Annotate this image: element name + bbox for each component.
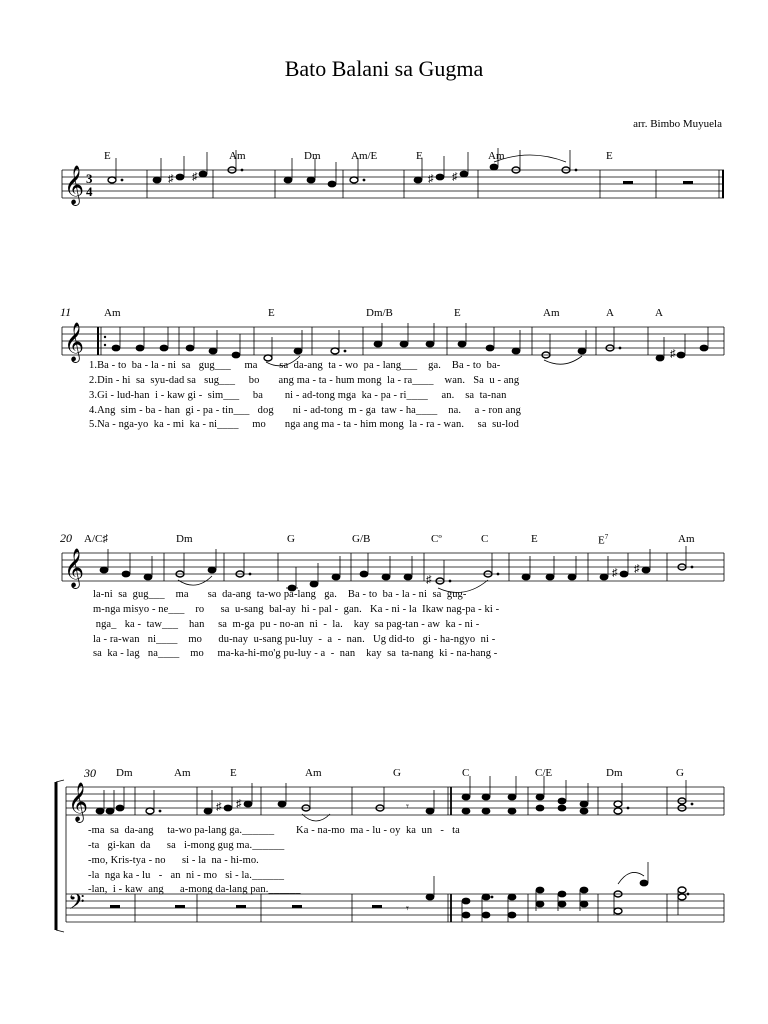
treble-clef-icon: 𝄞 [68, 782, 89, 822]
lyric-verse-4: -la nga ka - lu - an ni - mo si - la.______ [88, 870, 285, 881]
chord-label: E [268, 307, 275, 319]
svg-text:𝄾: 𝄾 [406, 903, 409, 915]
chord-label: E [416, 150, 423, 162]
svg-text:♯: ♯ [216, 801, 222, 813]
svg-text:♯: ♯ [612, 567, 618, 579]
chord-label: Dm [304, 150, 321, 162]
lyric-verse-3: nga_ ka - taw___ han sa m-ga pu - no-an ni - la. kay sa pag-tan - aw ka - ni - [93, 619, 480, 630]
arranger-credit: arr. Bimbo Muyuela [633, 118, 722, 130]
score-title: Bato Balani sa Gugma [284, 56, 484, 81]
chord-label: G [287, 533, 295, 545]
chord-label: Dm/B [366, 307, 393, 319]
chord-label: G/B [352, 533, 371, 545]
lyric-verse-4: la - ra-wan ni____ mo du-nay u-sang pu-luy - a - nan. Ug did-to gi - ha-ngyo ni - [93, 634, 496, 645]
chord-label: E [531, 533, 538, 545]
treble-clef-icon: 𝄞 [64, 548, 85, 588]
svg-text:♯: ♯ [426, 574, 432, 586]
chord-label: E [606, 150, 613, 162]
chord-label: Am [305, 767, 322, 779]
svg-text:♯: ♯ [236, 798, 242, 810]
chord-label: G [676, 767, 684, 779]
chord-label: E [104, 150, 111, 162]
time-signature-top: 3 [86, 171, 93, 186]
svg-text:♯: ♯ [428, 173, 434, 185]
chord-label: A/C♯ [84, 533, 108, 545]
svg-text:♯: ♯ [192, 171, 198, 183]
lyric-verse-2: -ta gi-kan da sa i-mong gug ma.______ [88, 840, 285, 851]
chord-label: A [655, 307, 663, 319]
chord-label: Am [543, 307, 560, 319]
chord-label: C [462, 767, 470, 779]
time-signature-bottom: 4 [86, 184, 93, 199]
lyric-verse-5: sa ka - lag na____ mo ma-ka-hi-mo'g pu-luy - a - nan kay sa ta-nang ki - na-hang - [93, 648, 498, 659]
lyric-verse-1: 1.Ba - to ba - la - ni sa gug___ ma sa da-ang ta - wo pa - lang___ ga. Ba - to ba- [89, 360, 501, 371]
measure-number: 30 [84, 766, 96, 780]
chord-label: G [393, 767, 401, 779]
chord-label: $E^7$ [598, 533, 609, 547]
chord-label: E [230, 767, 237, 779]
chord-label: Dm [606, 767, 623, 779]
measure-number: 20 [60, 531, 72, 545]
lyric-verse-2: m-nga misyo - ne___ ro sa u-sang bal-ay hi - pal - gan. Ka - ni - la Ikaw nag-pa - ki - [93, 604, 500, 615]
chord-label: E [454, 307, 461, 319]
lyric-verse-1: -ma sa da-ang ta-wo pa-lang ga.______ Ka - na-mo ma - lu - oy ka un - ta [88, 825, 460, 836]
chord-label: Am [678, 533, 695, 545]
chord-label: Am [488, 150, 505, 162]
svg-text:♯: ♯ [670, 348, 676, 360]
chord-label: Am/E [351, 150, 378, 162]
chord-label: C [481, 533, 489, 545]
svg-text:♯: ♯ [168, 173, 174, 185]
svg-text:♯: ♯ [452, 171, 458, 183]
treble-clef-icon: 𝄞 [64, 322, 85, 362]
chord-label: Cº [431, 533, 442, 545]
chord-label: C/E [535, 767, 553, 779]
chord-label: Dm [176, 533, 193, 545]
chord-label: Dm [116, 767, 133, 779]
treble-clef-icon: 𝄞 [64, 165, 85, 205]
chord-label: Am [104, 307, 121, 319]
chord-label: Am [174, 767, 191, 779]
svg-text:♯: ♯ [634, 563, 640, 575]
lyric-verse-3: -mo, Kris-tya - no si - la na - hi-mo. [88, 855, 259, 866]
lyric-verse-4: 4.Ang sim - ba - han gi - pa - tin___ dog ni - ad-tong m - ga taw - ha____ na. a - ron ang [89, 405, 521, 416]
measure-number: 11 [60, 305, 72, 319]
lyric-verse-2: 2.Din - hi sa syu-dad sa sug___ bo ang ma - ta - hum mong la - ra____ wan. Sa u - ang [89, 375, 520, 386]
lyric-verse-1: la-ni sa gug___ ma sa da-ang ta-wo pa-lang ga. Ba - to ba - la - ni sa gug- [93, 589, 467, 600]
lyric-verse-5: -lan, i - kaw ang a-mong da-lang pan.______ [88, 884, 301, 895]
lyric-verse-5: 5.Na - nga-yo ka - mi ka - ni____ mo nga ang ma - ta - him mong la - ra - wan. sa su-lod [89, 419, 519, 430]
svg-text:𝄾: 𝄾 [406, 801, 409, 813]
chord-label: A [606, 307, 614, 319]
bass-clef-icon: 𝄢 [68, 890, 85, 920]
chord-label: Am [229, 150, 246, 162]
lyric-verse-3: 3.Gi - lud-han i - kaw gi - sim___ ba ni - ad-tong mga ka - pa - ri____ an. sa ta-nan [89, 390, 507, 401]
